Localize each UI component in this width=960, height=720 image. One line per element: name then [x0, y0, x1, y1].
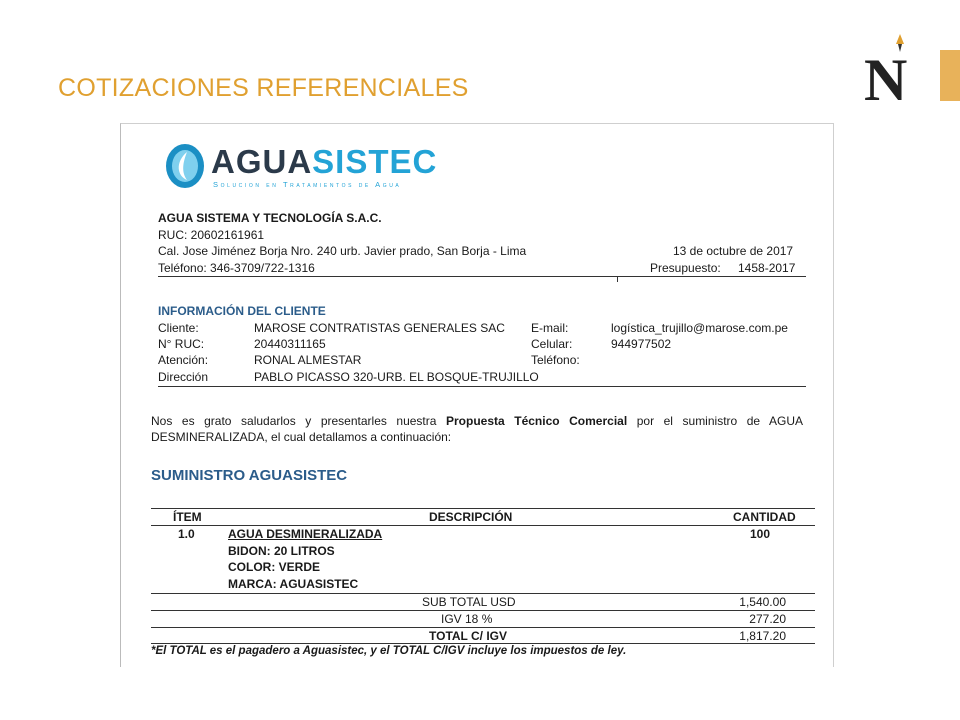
product-name: AGUA DESMINERALIZADA — [228, 527, 383, 541]
brand-name-part2: SISTEC — [312, 143, 438, 180]
subtotal-label: SUB TOTAL USD — [422, 595, 516, 609]
client-name: MAROSE CONTRATISTAS GENERALES SAC — [254, 321, 505, 335]
product-detail-color: COLOR: VERDE — [228, 560, 321, 574]
item-number: 1.0 — [178, 527, 195, 541]
subtotal-rule — [151, 610, 815, 611]
totals-top-rule — [151, 593, 815, 594]
igv-label: IGV 18 % — [441, 612, 493, 626]
header-divider-tick — [617, 276, 618, 282]
column-header-description: DESCRIPCIÓN — [429, 510, 513, 524]
company-phone: Teléfono: 346-3709/722-1316 — [158, 261, 315, 275]
quote-date: 13 de octubre de 2017 — [673, 244, 794, 258]
client-address: PABLO PICASSO 320-URB. EL BOSQUE-TRUJILLO — [254, 370, 539, 384]
igv-rule — [151, 627, 815, 628]
intro-text-before: Nos es grato saludarlos y presentarles nuestra — [151, 414, 446, 428]
supply-section-title: SUMINISTRO AGUASISTEC — [151, 467, 348, 484]
column-header-quantity: CANTIDAD — [733, 510, 796, 524]
cellphone-label: Celular: — [531, 337, 573, 351]
budget-label: Presupuesto: — [650, 261, 721, 275]
product-quantity: 100 — [750, 527, 771, 541]
subtotal-value: 1,540.00 — [739, 595, 786, 609]
total-value: 1,817.20 — [739, 629, 786, 643]
quotation-document — [120, 123, 834, 667]
attention-label: Atención: — [158, 353, 209, 367]
logo-letter: N — [864, 47, 908, 102]
product-detail-container: BIDON: 20 LITROS — [228, 544, 335, 558]
total-label: TOTAL C/ IGV — [429, 629, 508, 643]
table-top-rule — [151, 508, 815, 509]
brand-tagline: Solucion en Tratamientos de Agua — [213, 180, 402, 189]
company-ruc: RUC: 20602161961 — [158, 228, 265, 242]
totals-bottom-rule — [151, 643, 815, 644]
client-label: Cliente: — [158, 321, 199, 335]
company-legal-name: AGUA SISTEMA Y TECNOLOGÍA S.A.C. — [158, 211, 382, 225]
accent-bar — [940, 50, 960, 101]
brand-name — [211, 144, 437, 180]
intro-paragraph — [151, 413, 803, 445]
intro-text-bold: Propuesta Técnico Comercial — [446, 414, 628, 428]
table-header-rule — [151, 525, 815, 526]
institution-logo-icon — [862, 30, 914, 102]
product-detail-brand: MARCA: AGUASISTEC — [228, 577, 359, 591]
footnote: *El TOTAL es el pagadero a Aguasistec, y el TOTAL C/IGV incluye los impuestos de ley. — [151, 645, 627, 657]
address-label: Dirección — [158, 370, 209, 384]
client-email: logística_trujillo@marose.com.pe — [611, 321, 788, 335]
telephone-label: Teléfono: — [531, 353, 580, 367]
client-attention: RONAL ALMESTAR — [254, 353, 362, 367]
water-drop-logo-icon — [165, 142, 205, 190]
client-divider — [158, 386, 806, 387]
budget-number: 1458-2017 — [738, 261, 796, 275]
client-ruc: 20440311165 — [254, 337, 326, 351]
client-info-heading: INFORMACIÓN DEL CLIENTE — [158, 304, 326, 318]
brand-name-part1: AGUA — [211, 143, 313, 180]
company-address: Cal. Jose Jiménez Borja Nro. 240 urb. Javier prado, San Borja - Lima — [158, 244, 527, 258]
intro-text-after: por el suministro de AGUA DESMINERALIZADA, el cual detallamos a continuación: — [151, 414, 803, 444]
ruc-label: N° RUC: — [158, 337, 205, 351]
column-header-item: ÍTEM — [173, 510, 202, 524]
igv-value: 277.20 — [749, 612, 786, 626]
client-cellphone: 944977502 — [611, 337, 672, 351]
slide-title: COTIZACIONES REFERENCIALES — [58, 74, 469, 102]
email-label: E-mail: — [531, 321, 569, 335]
header-divider — [158, 276, 806, 277]
